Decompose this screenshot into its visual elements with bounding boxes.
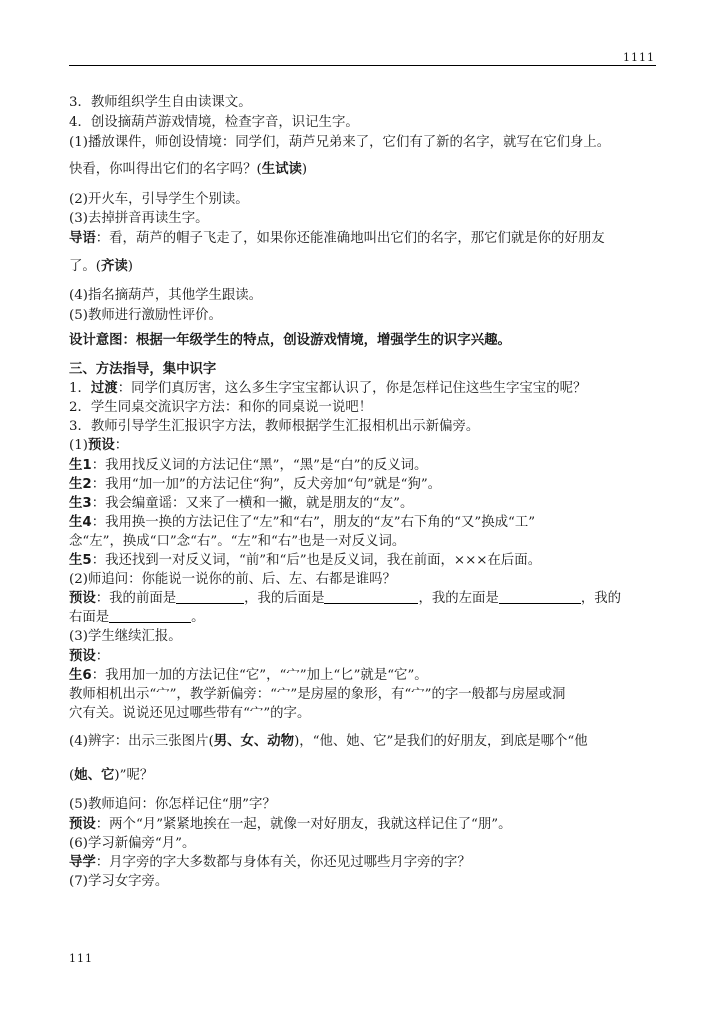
footer-page-number: 111	[69, 952, 93, 965]
text-line: (6)学习新偏旁“月”。	[69, 836, 196, 851]
text-line: (5)教师追问：你怎样记住“朋”字？	[69, 797, 276, 812]
design-intent: 设计意图：根据一年级学生的特点，创设游戏情境，增强学生的识字兴趣。	[69, 333, 511, 348]
text-line: (3)学生继续汇报。	[69, 629, 182, 644]
bold-term: 齐读	[101, 259, 128, 274]
text-line: 生5：我还找到一对反义词，“前”和“后”也是反义词，我在前面，×××在后面。	[69, 553, 542, 568]
section-heading: 三、方法指导，集中识字	[69, 362, 217, 377]
text-line: 生2：我用“加一加”的方法记住“狗”，反犬旁加“句”就是“狗”。	[69, 477, 442, 492]
text-line: (她、它)”呢？	[69, 768, 154, 783]
bold-term: 预设	[69, 817, 96, 832]
text-line: 念“左”，换成“口”念“右”。“左”和“右”也是一对反义词。	[69, 534, 406, 549]
bold-term: 生3	[69, 496, 92, 511]
bold-term: 导语	[69, 231, 96, 246]
text-line: 2．学生同桌交流识字方法：和你的同桌说一说吧！	[69, 400, 373, 415]
text-line: 3．教师引导学生汇报识字方法，教师根据学生汇报相机出示新偏旁。	[69, 419, 480, 434]
text-line: (3)去掉拼音再读生字。	[69, 211, 209, 226]
text-line: 预设：我的前面是 ，我的后面是 ，我的左面是 ，我的	[69, 591, 621, 606]
text-line: 右面是 。	[69, 610, 205, 625]
text-line: 生4：我用换一换的方法记住了“左”和“右”，朋友的“友”右下角的“又”换成“工”	[69, 515, 536, 530]
header-rule	[69, 65, 656, 66]
text-line: 导语：看，葫芦的帽子飞走了，如果你还能准确地叫出它们的名字，那它们就是你的好朋友	[69, 231, 605, 246]
bold-term: 生试读	[261, 162, 302, 177]
bold-term: 生5	[69, 553, 92, 568]
header-page-number: 1111	[623, 51, 655, 64]
text-line: 穴有关。说说还见过哪些带有“宀”的字。	[69, 706, 311, 721]
bold-term: 生4	[69, 515, 92, 530]
bold-term: 男、女、动物	[213, 734, 295, 749]
bold-term: 生2	[69, 477, 92, 492]
text-line: 了。(齐读)	[69, 259, 134, 274]
bold-term: 她、它	[74, 768, 115, 783]
text-line: 快看，你叫得出它们的名字吗？(生试读)	[69, 162, 308, 177]
text-line: 预设：两个“月”紧紧地挨在一起，就像一对好朋友，我就这样记住了“朋”。	[69, 817, 512, 832]
fill-blank	[499, 591, 581, 604]
text-line: 4．创设摘葫芦游戏情境，检查字音，识记生字。	[69, 115, 359, 130]
text-line: 生1：我用找反义词的方法记住“黑”，“黑”是“白”的反义词。	[69, 458, 428, 473]
bold-term: 导学	[69, 855, 96, 870]
fill-blank	[109, 610, 191, 623]
text-line: (5)教师进行激励性评价。	[69, 308, 222, 323]
text-line: (2)师追问：你能说一说你的前、后、左、右都是谁吗？	[69, 572, 396, 587]
bold-term: 过渡	[90, 381, 118, 396]
text-line: (1)预设：	[69, 438, 129, 453]
fill-blank	[176, 591, 244, 604]
text-line: (7)学习女字旁。	[69, 874, 169, 889]
bold-term: 预设	[69, 591, 96, 606]
text-line: 生6：我用加一加的方法记住“它”，“宀”加上“匕”就是“它”。	[69, 668, 428, 683]
bold-term: 生6	[69, 668, 92, 683]
text-line: 3．教师组织学生自由读课文。	[69, 95, 252, 110]
text-line: 1．过渡：同学们真厉害，这么多生字宝宝都认识了，你是怎样记住这些生字宝宝的呢？	[69, 381, 587, 396]
text-line: (1)播放课件，师创设情境：同学们，葫芦兄弟来了，它们有了新的名字，就写在它们身上。	[69, 135, 611, 150]
text-line: (4)辨字：出示三张图片(男、女、动物)，“他、她、它”是我们的好朋友，到底是哪个“他	[69, 734, 588, 749]
text-line: 生3：我会编童谣：又来了一横和一撇，就是朋友的“友”。	[69, 496, 414, 511]
text-line: (2)开火车，引导学生个别读。	[69, 192, 249, 207]
bold-term: 预设	[69, 649, 96, 664]
text-line: (4)指名摘葫芦，其他学生跟读。	[69, 288, 263, 303]
fill-blank	[324, 591, 418, 604]
text-line: 预设：	[69, 649, 110, 664]
text-line: 教师相机出示“宀”，教学新偏旁：“宀”是房屋的象形，有“宀”的字一般都与房屋或洞	[69, 687, 566, 702]
bold-term: 预设	[87, 438, 115, 453]
bold-term: 生1	[69, 458, 92, 473]
text-line: 导学：月字旁的字大多数都与身体有关，你还见过哪些月字旁的字？	[69, 855, 471, 870]
